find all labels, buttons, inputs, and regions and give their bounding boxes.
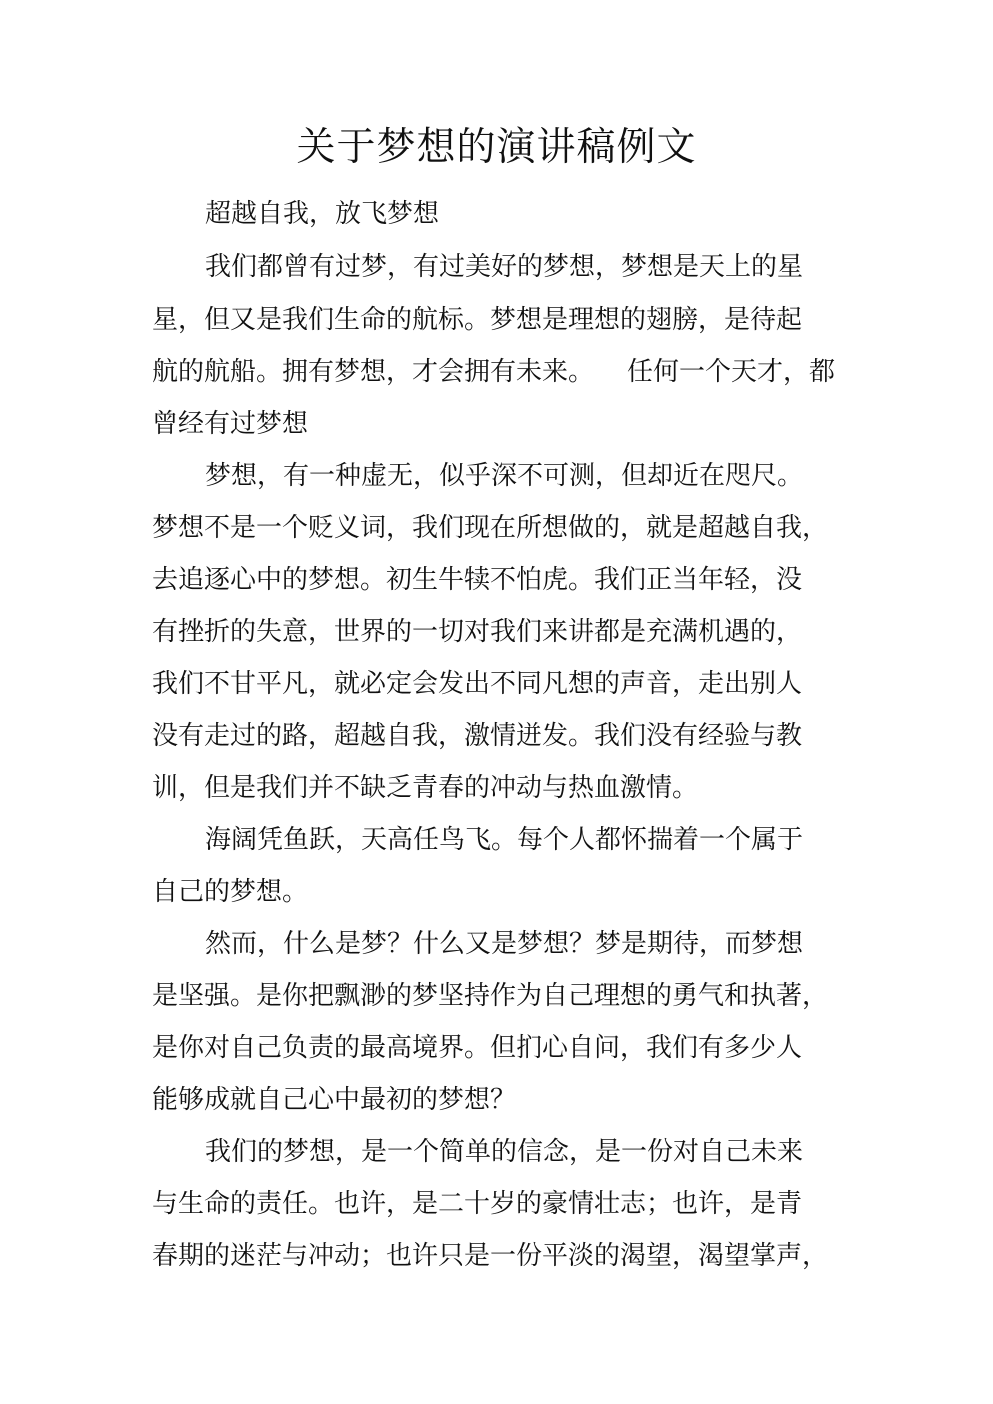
text-line: 我们不甘平凡，就必定会发出不同凡想的声音，走出别人 [152,669,803,699]
text-line: 自己的梦想。 [152,877,309,907]
text-line: 我们都曾有过梦，有过美好的梦想，梦想是天上的星 [205,252,804,282]
text-line: 能够成就自己心中最初的梦想？ [152,1085,517,1115]
text-line: 训，但是我们并不缺乏青春的冲动与热血激情。 [152,773,699,803]
text-line: 航的航船。拥有梦想，才会拥有未来。 任何一个天才，都 [152,357,836,387]
page-title: 关于梦想的演讲稿例文 [296,125,697,170]
text-line: 春期的迷茫与冲动；也许只是一份平淡的渴望，渴望掌声， [152,1241,829,1271]
text-line: 没有走过的路，超越自我，激情迸发。我们没有经验与教 [152,721,803,751]
text-line: 我们的梦想，是一个简单的信念，是一份对自己未来 [205,1137,804,1167]
text-line: 星，但又是我们生命的航标。梦想是理想的翅膀，是待起 [152,305,803,335]
text-line: 是坚强。是你把飘渺的梦坚持作为自己理想的勇气和执著， [152,981,829,1011]
text-line: 然而，什么是梦？什么又是梦想？梦是期待，而梦想 [205,929,804,959]
text-line: 梦想不是一个贬义词，我们现在所想做的，就是超越自我， [152,513,829,543]
text-line: 曾经有过梦想 [152,409,309,439]
text-line: 梦想，有一种虚无，似乎深不可测，但却近在咫尺。 [205,461,804,491]
text-line: 去追逐心中的梦想。初生牛犊不怕虎。我们正当年轻，没 [152,565,803,595]
text-line: 与生命的责任。也许，是二十岁的豪情壮志；也许，是青 [152,1189,803,1219]
text-line: 超越自我，放飞梦想 [205,199,440,229]
text-line: 有挫折的失意，世界的一切对我们来讲都是充满机遇的， [152,617,803,647]
text-line: 海阔凭鱼跃，天高任鸟飞。每个人都怀揣着一个属于 [205,825,804,855]
text-line: 是你对自己负责的最高境界。但扪心自问，我们有多少人 [152,1033,803,1063]
